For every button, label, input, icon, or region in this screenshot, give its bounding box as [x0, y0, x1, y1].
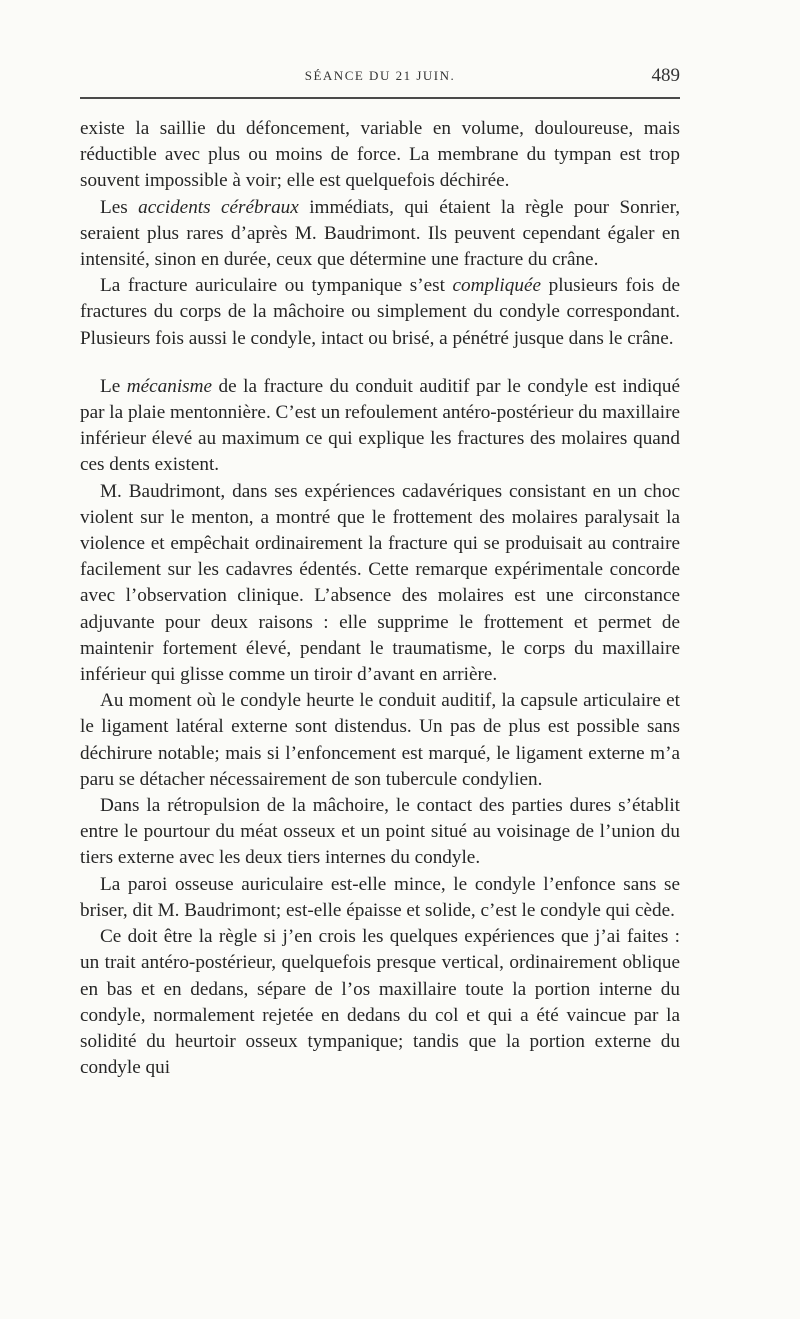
body-text: [80, 116, 680, 1081]
text-run: Le: [100, 375, 127, 397]
italic-term: mécanisme: [126, 375, 212, 397]
text-run: La paroi osseuse auriculaire est-elle mince, le condyle l’enfonce sans se briser, dit M. Baudrimont; est-elle épaisse et solide, c’est le condyle qui cède.: [80, 873, 680, 921]
paragraph: [80, 195, 680, 274]
running-head: [80, 65, 680, 94]
header-rule: [80, 97, 680, 99]
text-run: La fracture auriculaire ou tympanique s’est: [100, 275, 453, 297]
italic-term: compliquée: [452, 275, 541, 297]
running-title: SÉANCE DU 21 JUIN.: [304, 68, 456, 83]
text-run: plusieurs fois de fractures du corps de la mâchoire ou simplement du condyle correspondant. Plusieurs fois aussi le condyle, intact ou brisé, a pénétré jusque dans le crâne.: [80, 275, 680, 349]
text-run: Ce doit être la règle si j’en crois les quelques expériences que j’ai faites : un trait antéro-postérieur, quelquefois presque vertical, ordinairement oblique en bas et en dedans, sépare de l’os maxillaire toute la portion interne du condyle, normalement rejetée en dedans du col et qui a été vaincue par la solidité du heurtoir osseux tympanique; tandis que la portion externe du condyle qui: [80, 926, 680, 1079]
paragraph: [80, 374, 680, 479]
text-run: existe la saillie du défoncement, variable en volume, douloureuse, mais réductible avec plus ou moins de force. La membrane du tympan est trop souvent impossible à voir; elle est quelquefois déchirée.: [80, 118, 680, 192]
text-run: M. Baudrimont, dans ses expériences cadavériques consistant en un choc violent sur le menton, a montré que le frottement des molaires paralysait la violence et empêchait ordinairement la fracture qui se produisait au contraire facilement sur les cadavres édentés. Cette remarque expérimentale concorde avec l’observation clinique. L’absence des molaires est une circonstance adjuvante pour deux raisons : elle supprime le frottement et permet de maintenir fortement élevé, pendant le traumatisme, le corps du maxillaire inférieur qui glisse comme un tiroir d’avant en arrière.: [80, 480, 680, 686]
text-run: immédiats, qui étaient la règle pour Sonrier, seraient plus rares d’après M. Baudrimont. Ils peuvent cependant égaler en intensité, sinon en durée, ceux que détermine une fracture du crâne.: [80, 196, 680, 271]
text-run: Dans la rétropulsion de la mâchoire, le contact des parties dures s’établit entre le pourtour du méat osseux et un point situé au voisinage de l’union du tiers externe avec les deux tiers internes du condyle.: [80, 795, 680, 869]
paragraph: [80, 872, 680, 924]
paragraph: [80, 688, 680, 793]
page-number: 489: [651, 65, 680, 86]
text-run: Les: [100, 196, 139, 218]
paragraph: [80, 793, 680, 872]
italic-term: accidents cérébraux: [138, 196, 299, 218]
paragraph: [80, 924, 680, 1081]
text-run: de la fracture du conduit auditif par le condyle est indiqué par la plaie mentonnière. C’est un refoulement antéro-postérieur du maxillaire inférieur élevé au maximum ce qui explique les fractures des molaires quand ces dents existent.: [80, 375, 680, 476]
paragraph: [80, 273, 680, 352]
text-run: Au moment où le condyle heurte le conduit auditif, la capsule articulaire et le ligament latéral externe sont distendus. Un pas de plus est possible sans déchirure notable; mais si l’enfoncement est marqué, le ligament externe m’a paru se détacher nécessairement de son tubercule condylien.: [80, 690, 680, 790]
paragraph: [80, 116, 680, 195]
paragraph: [80, 479, 680, 689]
